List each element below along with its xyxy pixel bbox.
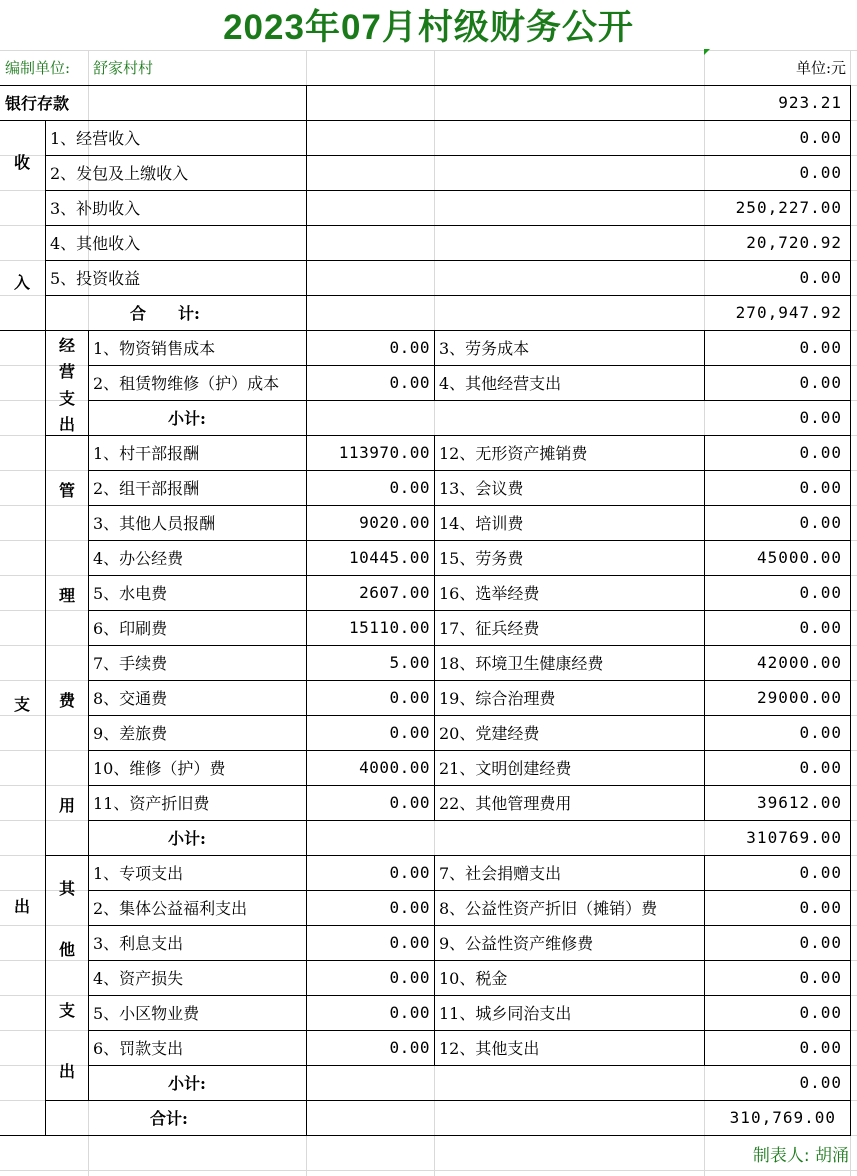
- management-left-label-9: 9、差旅费: [93, 724, 168, 743]
- management-right-label-5: 16、选举经费: [439, 584, 540, 603]
- operating-side-char-4: 出: [58, 414, 75, 434]
- management-right-label-1: 12、无形资产摊销费: [439, 444, 588, 463]
- other-left-value-4: 0.00: [389, 968, 430, 987]
- management-left-value-10: 4000.00: [359, 758, 430, 777]
- other-left-value-3: 0.00: [389, 933, 430, 952]
- border-v: [850, 330, 851, 1135]
- management-subtotal-label: 小计:: [168, 829, 206, 848]
- management-right-value-8: 29000.00: [756, 688, 842, 707]
- management-right-label-7: 18、环境卫生健康经费: [439, 654, 604, 673]
- income-item-value-1: 0.00: [799, 128, 842, 147]
- expense-total-value: 310,769.00: [729, 1108, 836, 1127]
- other-side-char-3: 支: [58, 1001, 75, 1021]
- operating-side-char-2: 营: [58, 362, 75, 382]
- management-left-label-11: 11、资产折旧费: [93, 794, 210, 813]
- management-side-char-3: 费: [58, 690, 75, 710]
- operating-left-value-1: 0.00: [389, 338, 430, 357]
- border-v: [850, 120, 851, 330]
- other-right-label-2: 8、公益性资产折旧（摊销）费: [439, 899, 658, 918]
- management-left-label-7: 7、手续费: [93, 654, 168, 673]
- operating-side-char-3: 支: [58, 388, 75, 408]
- bank-value: 923.21: [778, 93, 842, 112]
- income-item-value-4: 20,720.92: [746, 233, 842, 252]
- management-left-value-1: 113970.00: [338, 443, 430, 462]
- management-right-value-2: 0.00: [799, 478, 842, 497]
- other-right-label-6: 12、其他支出: [439, 1039, 540, 1058]
- management-left-value-9: 0.00: [389, 723, 430, 742]
- other-left-value-2: 0.00: [389, 898, 430, 917]
- operating-right-value-1: 0.00: [799, 338, 842, 357]
- management-left-label-4: 4、办公经费: [93, 549, 184, 568]
- management-side-char-4: 用: [58, 795, 75, 815]
- other-left-label-5: 5、小区物业费: [93, 1004, 200, 1023]
- management-side-char-1: 管: [58, 480, 75, 500]
- preparer: 制表人: 胡涌: [752, 1146, 849, 1166]
- management-left-value-3: 9020.00: [359, 513, 430, 532]
- management-right-label-3: 14、培训费: [439, 514, 524, 533]
- income-item-value-3: 250,227.00: [735, 198, 842, 217]
- management-right-value-10: 0.00: [799, 758, 842, 777]
- income-item-label-5: 5、投资收益: [50, 269, 141, 288]
- other-right-label-4: 10、税金: [439, 969, 508, 988]
- management-left-value-11: 0.00: [389, 793, 430, 812]
- operating-side-char-1: 经: [58, 336, 75, 356]
- other-subtotal-label: 小计:: [168, 1074, 206, 1093]
- operating-subtotal-label: 小计:: [168, 409, 206, 428]
- other-right-value-6: 0.00: [799, 1038, 842, 1057]
- income-item-label-2: 2、发包及上缴收入: [50, 164, 189, 183]
- other-left-label-4: 4、资产损失: [93, 969, 184, 988]
- management-left-label-1: 1、村干部报酬: [93, 444, 200, 463]
- page-title: 2023年07月村级财务公开: [223, 8, 634, 47]
- management-left-value-8: 0.00: [389, 688, 430, 707]
- management-right-label-10: 21、文明创建经费: [439, 759, 572, 778]
- income-total-value: 270,947.92: [735, 303, 842, 322]
- other-right-value-3: 0.00: [799, 933, 842, 952]
- operating-left-label-2: 2、租赁物维修（护）成本: [93, 374, 280, 393]
- management-side-char-2: 理: [58, 585, 75, 605]
- other-side-char-4: 出: [58, 1062, 75, 1082]
- other-right-value-5: 0.00: [799, 1003, 842, 1022]
- management-right-value-7: 42000.00: [756, 653, 842, 672]
- management-left-value-7: 5.00: [389, 653, 430, 672]
- management-left-label-6: 6、印刷费: [93, 619, 168, 638]
- operating-right-label-2: 4、其他经营支出: [439, 374, 562, 393]
- management-right-label-2: 13、会议费: [439, 479, 524, 498]
- management-right-value-6: 0.00: [799, 618, 842, 637]
- other-right-label-3: 9、公益性资产维修费: [439, 934, 594, 953]
- other-right-value-1: 0.00: [799, 863, 842, 882]
- management-right-label-11: 22、其他管理费用: [439, 794, 572, 813]
- management-right-value-11: 39612.00: [756, 793, 842, 812]
- operating-subtotal-value: 0.00: [799, 408, 842, 427]
- other-left-label-6: 6、罚款支出: [93, 1039, 184, 1058]
- other-left-value-1: 0.00: [389, 863, 430, 882]
- expense-side-label-bottom: 出: [13, 896, 30, 916]
- management-right-value-4: 45000.00: [756, 548, 842, 567]
- other-left-label-3: 3、利息支出: [93, 934, 184, 953]
- operating-left-label-1: 1、物资销售成本: [93, 339, 216, 358]
- management-subtotal-value: 310769.00: [746, 828, 842, 847]
- other-right-value-2: 0.00: [799, 898, 842, 917]
- management-left-value-2: 0.00: [389, 478, 430, 497]
- unit-value: 舒家村村: [93, 59, 154, 77]
- border-v: [45, 330, 46, 1135]
- other-left-label-1: 1、专项支出: [93, 864, 184, 883]
- expense-total-label: 合计:: [150, 1109, 188, 1128]
- operating-left-value-2: 0.00: [389, 373, 430, 392]
- management-left-label-10: 10、维修（护）费: [93, 759, 226, 778]
- management-left-value-5: 2607.00: [359, 583, 430, 602]
- other-left-label-2: 2、集体公益福利支出: [93, 899, 248, 918]
- border-v: [850, 85, 851, 120]
- management-right-label-4: 15、劳务费: [439, 549, 524, 568]
- management-left-label-3: 3、其他人员报酬: [93, 514, 216, 533]
- other-left-value-6: 0.00: [389, 1038, 430, 1057]
- management-right-label-8: 19、综合治理费: [439, 689, 556, 708]
- operating-right-value-2: 0.00: [799, 373, 842, 392]
- other-left-value-5: 0.00: [389, 1003, 430, 1022]
- management-right-label-9: 20、党建经费: [439, 724, 540, 743]
- management-left-value-4: 10445.00: [348, 548, 430, 567]
- other-right-value-4: 0.00: [799, 968, 842, 987]
- management-left-value-6: 15110.00: [348, 618, 430, 637]
- income-total-label: 合 计:: [130, 304, 200, 323]
- operating-right-label-1: 3、劳务成本: [439, 339, 530, 358]
- income-side-label-bottom: 入: [13, 273, 30, 292]
- other-side-char-1: 其: [58, 878, 75, 898]
- management-left-label-5: 5、水电费: [93, 584, 168, 603]
- management-left-label-8: 8、交通费: [93, 689, 168, 708]
- income-item-label-4: 4、其他收入: [50, 234, 141, 253]
- income-item-value-5: 0.00: [799, 268, 842, 287]
- management-right-value-9: 0.00: [799, 723, 842, 742]
- income-side-label-top: 收: [13, 153, 30, 172]
- unit-label: 编制单位:: [5, 59, 71, 77]
- other-subtotal-value: 0.00: [799, 1073, 842, 1092]
- income-item-label-1: 1、经营收入: [50, 129, 141, 148]
- currency-unit: 单位:元: [795, 59, 846, 77]
- management-right-value-5: 0.00: [799, 583, 842, 602]
- income-item-value-2: 0.00: [799, 163, 842, 182]
- management-right-value-1: 0.00: [799, 443, 842, 462]
- bank-label: 银行存款: [5, 94, 70, 113]
- management-right-label-6: 17、征兵经费: [439, 619, 540, 638]
- income-item-label-3: 3、补助收入: [50, 199, 141, 218]
- management-right-value-3: 0.00: [799, 513, 842, 532]
- expense-side-label-top: 支: [13, 695, 30, 715]
- management-left-label-2: 2、组干部报酬: [93, 479, 200, 498]
- other-right-label-5: 11、城乡同治支出: [439, 1004, 572, 1023]
- other-side-char-2: 他: [58, 939, 75, 959]
- other-right-label-1: 7、社会捐赠支出: [439, 864, 562, 883]
